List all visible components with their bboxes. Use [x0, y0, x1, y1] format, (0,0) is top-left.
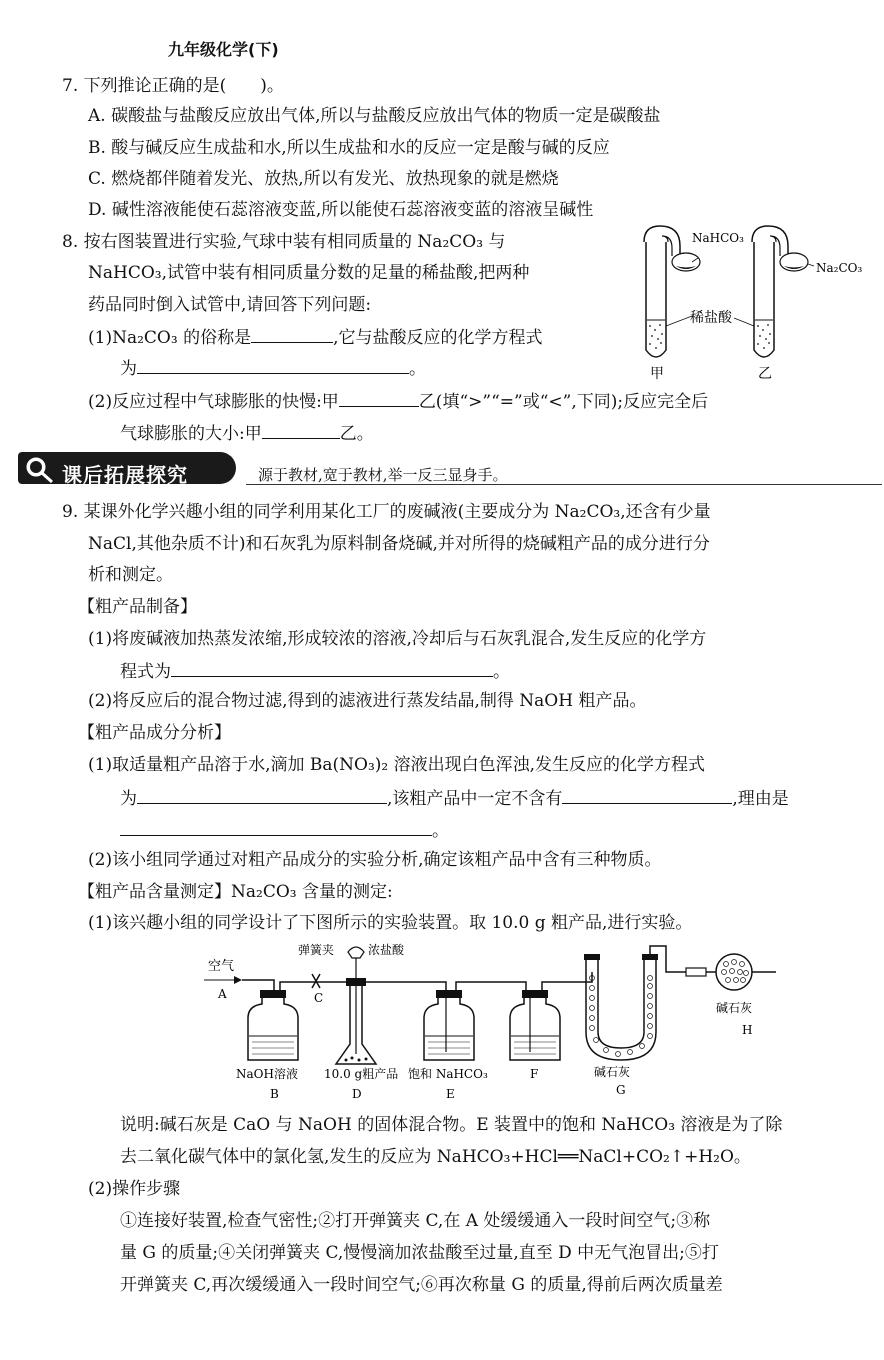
drying-tube-H	[686, 954, 776, 990]
label-yi: 乙	[758, 366, 772, 382]
label-A: A	[218, 987, 227, 1001]
answer-blank[interactable]	[137, 789, 387, 804]
label-spring-clip: 弹簧夹	[298, 943, 335, 957]
analysis-step-1-reason: 。	[120, 821, 449, 840]
label-sample: 10.0 g粗产品	[324, 1067, 399, 1081]
q8-part-2-cont: 气球膨胀的大小:甲 乙。	[120, 424, 374, 444]
answer-blank[interactable]	[120, 821, 432, 836]
q9-line-2: NaCl,其他杂质不计)和石灰乳为原料制备烧碱,并对所得的烧碱粗产品的成分进行分	[88, 534, 710, 554]
flask-D	[336, 947, 378, 1064]
q7-option-d: D. 碱性溶液能使石蕊溶液变蓝,所以能使石蕊溶液变蓝的溶液呈碱性	[88, 200, 594, 220]
label-dilute-hcl: 稀盐酸	[690, 310, 732, 326]
prep-step-2: (2)将反应后的混合物过滤,得到的滤液进行蒸发结晶,制得 NaOH 粗产品。	[88, 691, 647, 711]
heading-preparation: 【粗产品制备】	[78, 597, 197, 617]
answer-blank[interactable]	[251, 328, 333, 343]
apparatus-figure	[196, 942, 796, 1112]
answer-blank[interactable]	[137, 359, 409, 374]
label-E: E	[446, 1087, 455, 1101]
label-jia: 甲	[650, 366, 664, 382]
q7-option-a: A. 碳酸盐与盐酸反应放出气体,所以与盐酸反应放出气体的物质一定是碳酸盐	[88, 106, 661, 126]
q8-part-1: (1)Na₂CO₃ 的俗称是 ,它与盐酸反应的化学方程式	[88, 328, 543, 348]
label-D: D	[352, 1087, 362, 1101]
operation-line-3: 开弹簧夹 C,再次缓缓通入一段时间空气;⑥再次称量 G 的质量,得前后两次质量差	[120, 1275, 723, 1295]
u-tube-G	[584, 946, 686, 1060]
answer-blank[interactable]	[262, 424, 340, 439]
section-title: 课后拓展探究	[62, 463, 188, 487]
operation-line-1: ①连接好装置,检查气密性;②打开弹簧夹 C,在 A 处缓缓通入一段时间空气;③称	[120, 1211, 711, 1231]
page-header-title: 九年级化学(下)	[168, 40, 279, 59]
q9-line-1: 9. 某课外化学兴趣小组的同学利用某化工厂的废碱液(主要成分为 Na₂CO₃,还含有少量	[62, 502, 711, 522]
prep-step-1: (1)将废碱液加热蒸发浓缩,形成较浓的溶液,冷却后与石灰乳混合,发生反应的化学方	[88, 629, 707, 649]
label-conc-hcl: 浓盐酸	[368, 943, 405, 957]
q9-line-3: 析和测定。	[88, 565, 173, 585]
answer-blank[interactable]	[562, 789, 732, 804]
operation-line-2: 量 G 的质量;④关闭弹簧夹 C,慢慢滴加浓盐酸至过量,直至 D 中无气泡冒出;⑤打	[120, 1243, 719, 1263]
q8-line-2: NaHCO₃,试管中装有相同质量分数的足量的稀盐酸,把两种	[88, 263, 530, 283]
bottle-F	[510, 972, 592, 1060]
heading-analysis: 【粗产品成分分析】	[78, 723, 231, 743]
label-air: 空气	[208, 959, 235, 974]
label-G: G	[616, 1083, 626, 1097]
label-naoh-solution: NaOH溶液	[236, 1067, 298, 1081]
heading-measurement: 【粗产品含量测定】Na₂CO₃ 含量的测定:	[78, 882, 393, 902]
measure-step-2: (2)操作步骤	[88, 1179, 181, 1199]
label-na2co3: Na₂CO₃	[816, 261, 863, 275]
test-tube-yi	[752, 226, 808, 357]
analysis-step-1-cont: 为 ,该粗产品中一定不含有 ,理由是	[120, 789, 789, 809]
measure-step-1: (1)该兴趣小组的同学设计了下图所示的实验装置。取 10.0 g 粗产品,进行实验。	[88, 913, 693, 933]
note-line-1: 说明:碱石灰是 CaO 与 NaOH 的固体混合物。E 装置中的饱和 NaHCO₃ 溶液是为了除	[120, 1115, 783, 1135]
prep-step-1-cont: 程式为 。	[120, 662, 510, 682]
q8-line-3: 药品同时倒入试管中,请回答下列问题:	[88, 295, 372, 315]
analysis-step-1: (1)取适量粗产品溶于水,滴加 Ba(NO₃)₂ 溶液出现白色浑浊,发生反应的化学方程式	[88, 755, 706, 775]
q8-part-2: (2)反应过程中气球膨胀的快慢:甲 乙(填“>”“=”或“<”,下同);反应完全后	[88, 392, 709, 412]
test-tube-jia	[644, 226, 700, 357]
label-B: B	[270, 1087, 279, 1101]
answer-blank[interactable]	[339, 392, 419, 407]
label-C: C	[314, 991, 324, 1005]
analysis-step-2: (2)该小组同学通过对粗产品成分的实验分析,确定该粗产品中含有三种物质。	[88, 850, 662, 870]
label-nahco3: NaHCO₃	[692, 231, 744, 245]
section-subtitle: 源于教材,宽于教材,举一反三显身手。	[258, 466, 508, 484]
q8-line-1: 8. 按右图装置进行实验,气球中装有相同质量的 Na₂CO₃ 与	[62, 232, 506, 252]
label-soda-lime-H: 碱石灰	[716, 1001, 753, 1015]
note-line-2: 去二氧化碳气体中的氯化氢,发生的反应为 NaHCO₃+HCl══NaCl+CO₂↑+H₂O。	[120, 1147, 751, 1167]
label-sat-nahco3: 饱和 NaHCO₃	[408, 1067, 488, 1081]
q8-part-1-cont: 为 。	[120, 359, 426, 379]
label-F: F	[530, 1067, 539, 1081]
spring-clip-icon	[312, 974, 320, 988]
q8-test-tube-figure	[636, 222, 876, 382]
q7-stem: 7. 下列推论正确的是( )。	[62, 76, 284, 96]
magnifier-icon	[22, 454, 58, 484]
label-soda-lime-G: 碱石灰	[594, 1065, 631, 1079]
bottle-B	[248, 982, 314, 1060]
q7-option-b: B. 酸与碱反应生成盐和水,所以生成盐和水的反应一定是酸与碱的反应	[88, 138, 610, 158]
label-H: H	[742, 1023, 753, 1037]
answer-blank[interactable]	[171, 662, 493, 677]
q7-option-c: C. 燃烧都伴随着发光、放热,所以有发光、放热现象的就是燃烧	[88, 169, 559, 189]
